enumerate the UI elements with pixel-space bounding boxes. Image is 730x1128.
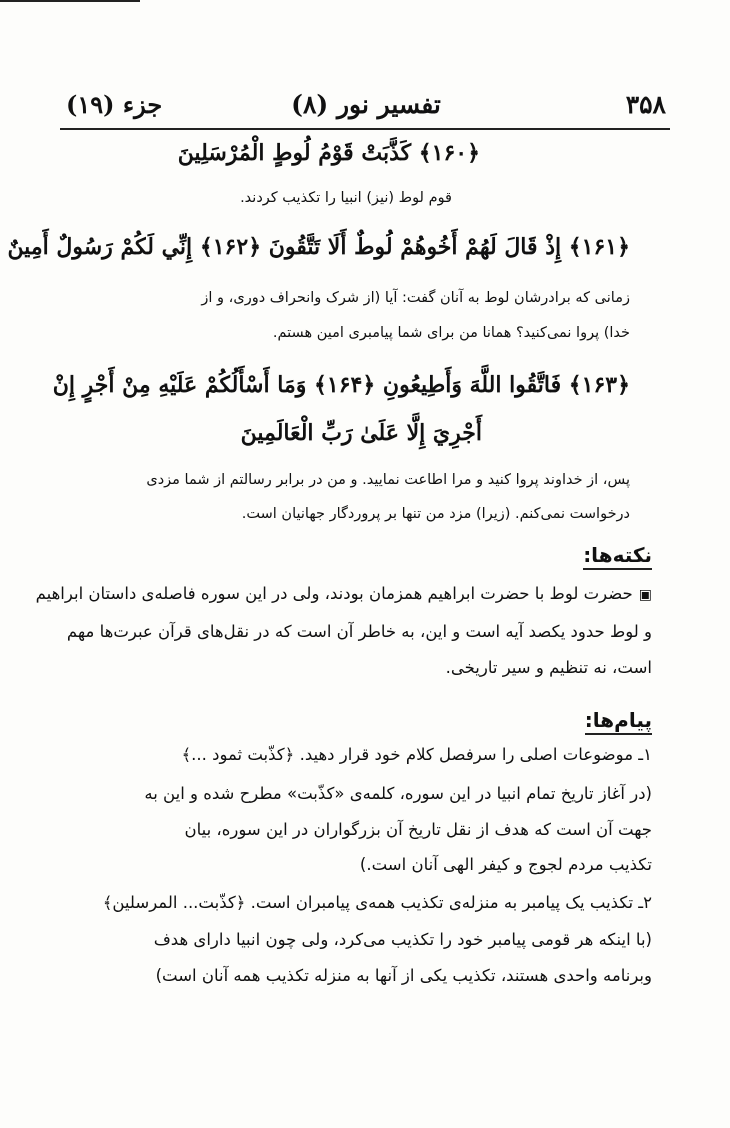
verse-163-164-line2: أَجْرِيَ إِلَّا عَلَىٰ رَبِّ الْعَالَمِينَ <box>240 420 482 446</box>
translation-163-line2: درخواست نمی‌کنم. (زیرا) مزد من تنها بر پروردگار جهانیان است. <box>241 506 630 522</box>
book-title: تفسیر نور (۸) <box>291 90 441 119</box>
message-1-line2: (در آغاز تاریخ تمام انبیا در این سوره، کلمه‌ی «كذّبت» مطرح شده و این به <box>144 784 652 803</box>
note-line2: و لوط حدود یکصد آیه است و این، به خاطر آن است که در نقل‌های قرآن عبرت‌ها مهم <box>66 622 652 641</box>
page-header <box>66 90 666 126</box>
header-rule <box>60 128 670 130</box>
juz-label: جزء (۱۹) <box>66 90 163 119</box>
translation-161-line2: خدا) پروا نمی‌کنید؟ همانا من برای شما پیامبری امین هستم. <box>272 325 630 341</box>
message-1-line3: جهت آن است که هدف از نقل تاریخ آن بزرگواران در این سوره، بیان <box>184 820 652 839</box>
top-edge-line <box>0 0 140 2</box>
message-2-line2: (با اینکه هر قومی پیامبر خود را تکذیب می‌کرد، ولی چون انبیا دارای هدف <box>153 930 652 949</box>
note-bullet-icon: ▣ <box>638 587 652 603</box>
page-number: ۳۵۸ <box>625 90 666 119</box>
message-2-line1: ۲ـ تکذیب یک پیامبر به منزله‌ی تکذیب همه‌ی پیامبران است. ﴿كذّبت... المرسلين﴾ <box>102 893 652 912</box>
translation-161-line1: زمانی که برادرشان لوط به آنان گفت: آیا (از شرک وانحراف دوری، و از <box>201 290 630 306</box>
message-1-line4: تکذیب مردم لجوج و کیفر الهی آنان است.) <box>359 855 652 874</box>
message-1-line1: ۱ـ موضوعات اصلی را سرفصل کلام خود قرار دهید. ﴿كذّبت ثمود ...﴾ <box>181 745 652 764</box>
message-2-line3: وبرنامه واحدی هستند، تکذیب یکی از آنها به منزله تکذیب همه آنان است) <box>155 966 652 985</box>
notes-heading: نکته‌ها: <box>583 543 652 567</box>
verse-160: ﴿۱۶۰﴾ كَذَّبَتْ قَوْمُ لُوطٍ الْمُرْسَلِينَ <box>177 140 480 166</box>
messages-heading: پیام‌ها: <box>585 708 652 732</box>
translation-163-line1: پس، از خداوند پروا کنید و مرا اطاعت نمایید. و من در برابر رسالتم از شما مزدی <box>146 472 630 488</box>
translation-160: قوم لوط (نیز) انبیا را تکذیب کردند. <box>240 190 452 206</box>
note-line3: است، نه تنظیم و سیر تاریخی. <box>445 658 652 677</box>
verse-161-162: ﴿۱۶۱﴾ إِذْ قَالَ لَهُمْ أَخُوهُمْ لُوطٌ أَلَا تَتَّقُونَ ﴿۱۶۲﴾ إِنِّي لَكُمْ رَسُولٌ أَمِينٌ <box>7 234 630 260</box>
note-line1: ▣حضرت لوط با حضرت ابراهیم همزمان بودند، ولی در این سوره فاصله‌ی داستان ابراهیم <box>35 584 652 603</box>
verse-163-164-line1: ﴿۱۶۳﴾ فَاتَّقُوا اللَّهَ وَأَطِيعُونِ ﴿۱۶۴﴾ وَمَا أَسْأَلُكُمْ عَلَيْهِ مِنْ أَجْرٍ إِنْ <box>52 372 630 398</box>
